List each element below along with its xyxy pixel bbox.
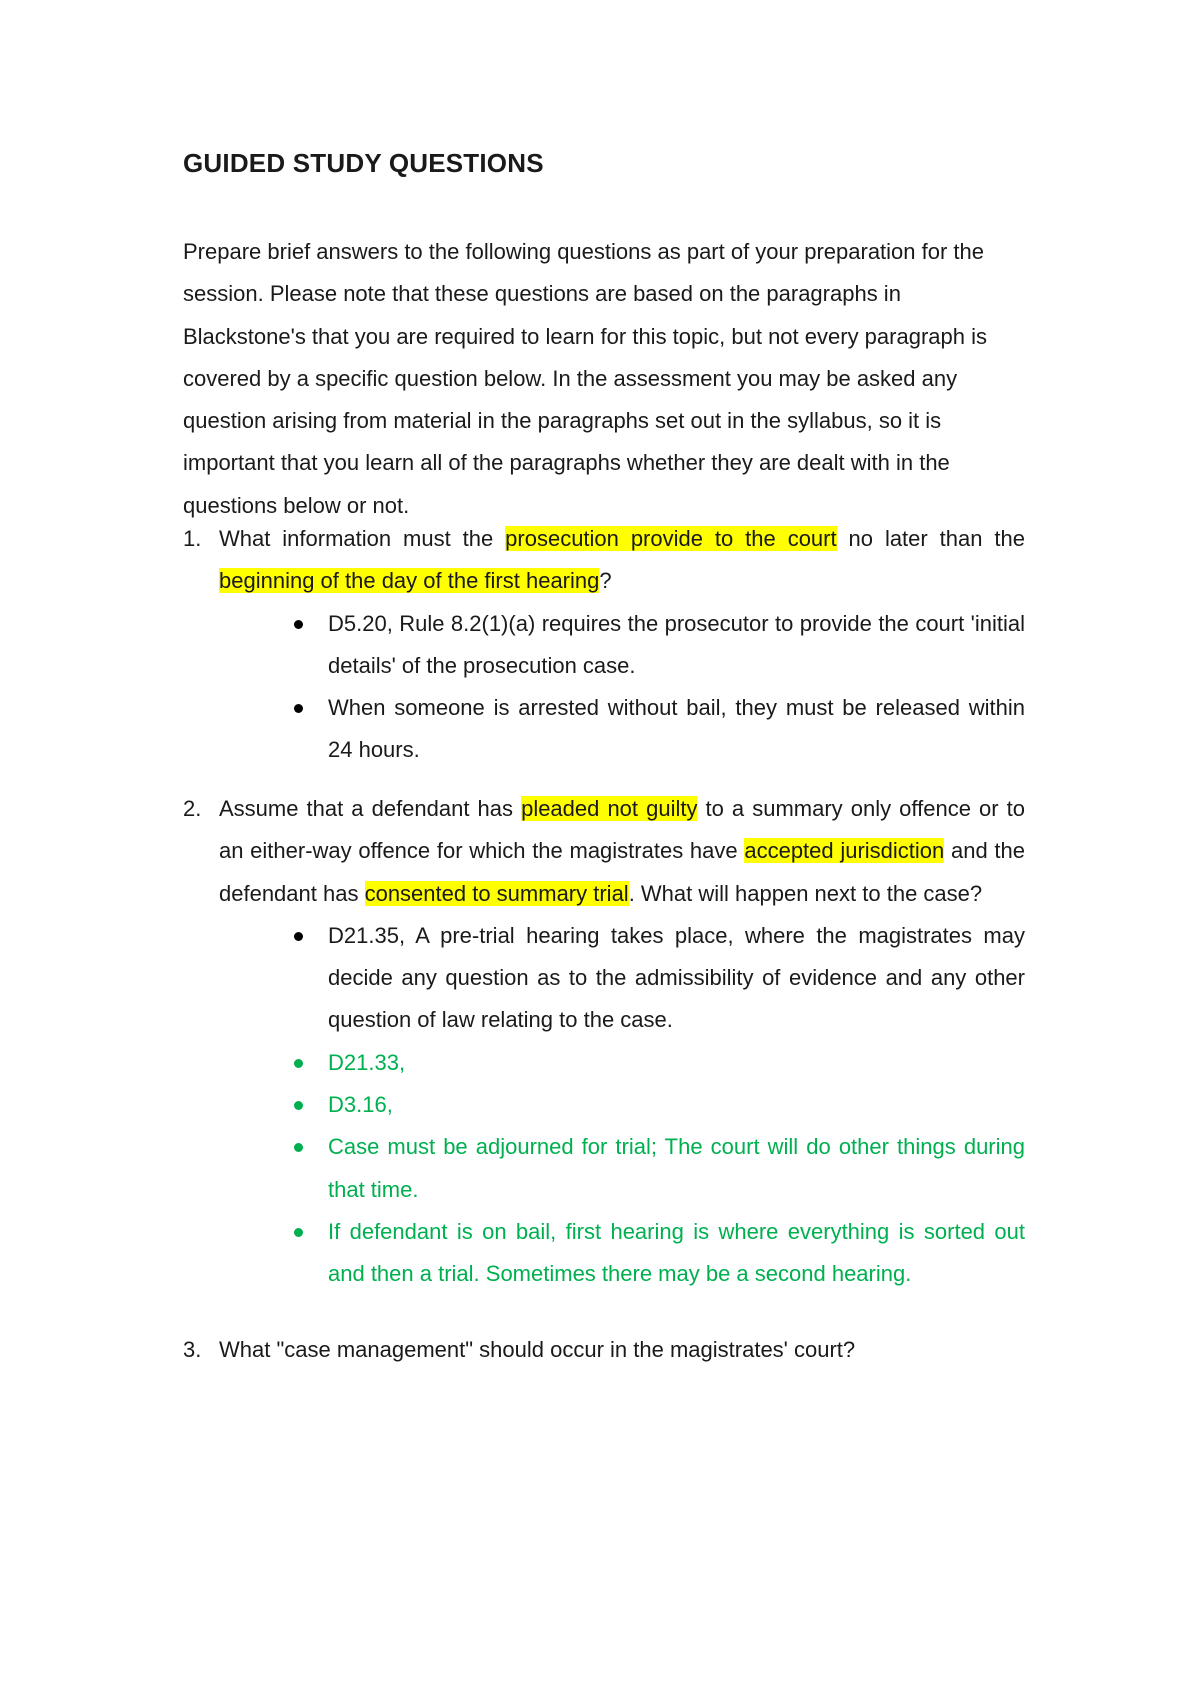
answer-bullet xyxy=(183,1126,1025,1211)
answer-bullet xyxy=(183,603,1025,688)
bullet-icon xyxy=(294,1228,303,1237)
question-text-segment: Assume that a defendant has xyxy=(219,796,522,821)
highlighted-text: prosecution provide to the court xyxy=(505,526,837,551)
answer-text: Case must be adjourned for trial; The court will do other things during that time. xyxy=(328,1134,1025,1202)
answer-list xyxy=(183,915,1025,1296)
question-text xyxy=(219,788,1025,915)
highlighted-text: beginning of the day of the first hearing xyxy=(219,568,600,594)
answer-list xyxy=(183,603,1025,772)
question-text-segment: . What will happen next to the case? xyxy=(628,880,983,906)
question-text-segment: to a summary only offence or to an either-way offence for which the magistrates have xyxy=(219,796,1025,864)
bullet-icon xyxy=(294,1143,303,1152)
answer-bullet xyxy=(183,915,1025,1042)
intro-paragraph: Prepare brief answers to the following questions as part of your preparation for the session. Please note that these questions are based on the paragraphs in Blackstone's that you are required to learn for this topic, but not every paragraph is covered by a specific question below. In the assessment you may be asked any question arising from material in the paragraphs set out in the syllabus, so it is important that you learn all of the paragraphs whether they are dealt with in the questions below or not. xyxy=(183,239,987,518)
question-text-segment: no later than the xyxy=(836,526,1025,551)
answer-text: D21.35, A pre-trial hearing takes place, where the magistrates may decide any question as to the admissibility of evidence and any other question of law relating to the case. xyxy=(328,922,1025,1033)
bullet-icon xyxy=(294,620,303,629)
answer-text: If defendant is on bail, first hearing is where everything is sorted out and then a trial. Sometimes there may be a second hearing. xyxy=(328,1218,1025,1287)
highlighted-text: accepted jurisdiction xyxy=(744,838,945,864)
question-text-segment: What "case management" should occur in the magistrates' court? xyxy=(219,1337,856,1362)
answer-text: When someone is arrested without bail, they must be released within 24 hours. xyxy=(328,695,1025,763)
question-number: 2. xyxy=(183,796,202,821)
bullet-icon xyxy=(294,932,303,941)
question-number: 3. xyxy=(183,1337,202,1362)
question-text xyxy=(219,1329,1025,1371)
answer-text: D3.16, xyxy=(328,1092,393,1118)
highlighted-text: pleaded not guilty xyxy=(521,796,698,821)
bullet-icon xyxy=(294,1059,303,1068)
answer-bullet xyxy=(183,1042,1025,1084)
answer-text: D21.33, xyxy=(328,1049,406,1075)
question-text-segment: ? xyxy=(599,568,612,594)
question-3 xyxy=(183,1329,1025,1371)
answer-bullet xyxy=(183,687,1025,772)
highlighted-text: consented to summary trial xyxy=(364,880,629,906)
question-text xyxy=(219,518,1025,603)
page-title: GUIDED STUDY QUESTIONS xyxy=(183,148,544,178)
answer-text: D5.20, Rule 8.2(1)(a) requires the prosecutor to provide the court 'initial details' of the prosecution case. xyxy=(328,610,1025,678)
question-text-segment: What information must the xyxy=(219,526,506,551)
question-2 xyxy=(183,788,1025,1296)
question-number: 1. xyxy=(183,526,202,551)
answer-bullet xyxy=(183,1084,1025,1126)
question-text-segment: and the defendant has xyxy=(219,838,1025,906)
answer-bullet xyxy=(183,1211,1025,1296)
bullet-icon xyxy=(294,704,303,713)
question-1 xyxy=(183,518,1025,772)
bullet-icon xyxy=(294,1101,303,1110)
